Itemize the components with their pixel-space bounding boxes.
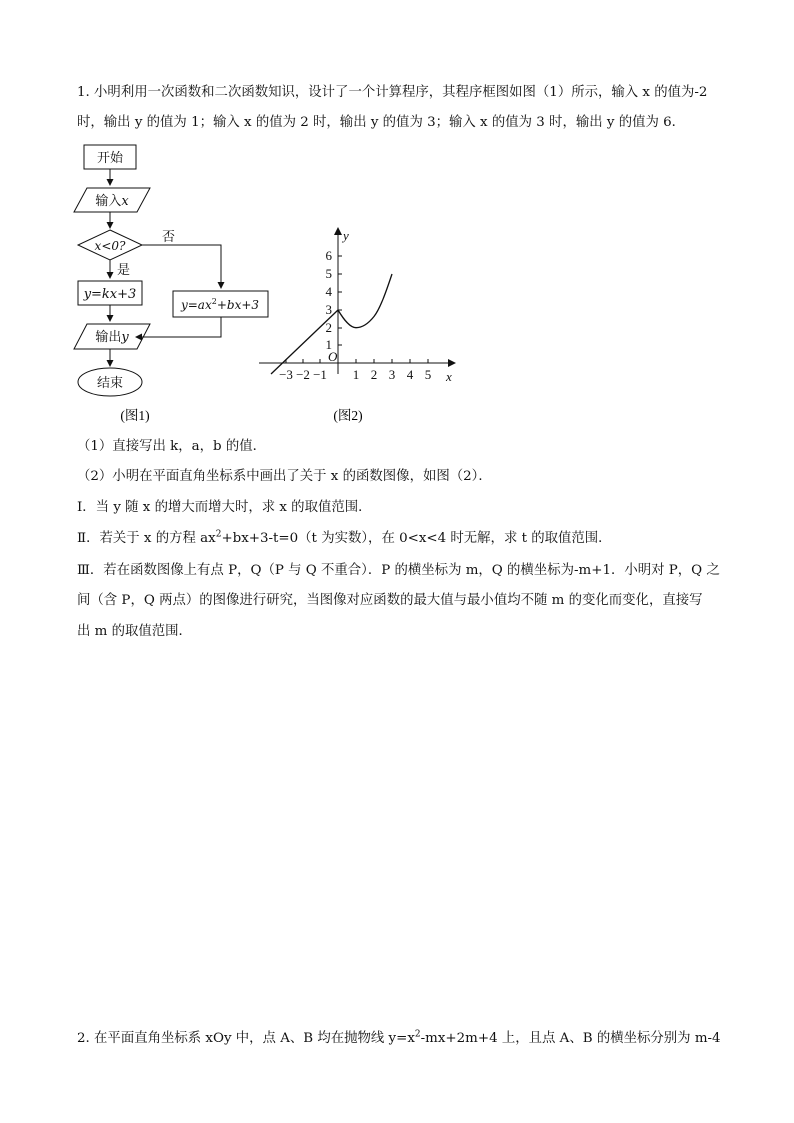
question-II-pre: Ⅱ．若关于 x 的方程 ax <box>77 531 216 546</box>
x-tick-neg2: −2 <box>296 367 310 382</box>
x-tick-3: 3 <box>388 367 396 382</box>
flow-no-label: 否 <box>162 230 176 245</box>
question-1: （1）直接写出 k，a，b 的值． <box>77 439 266 454</box>
function-graph-figure <box>255 222 470 430</box>
svg-text:输入x <box>95 193 129 209</box>
flow-input-var: x <box>121 194 129 209</box>
flow-quadratic-rest: +bx+3 <box>216 298 260 312</box>
y-axis-label: y <box>343 228 349 243</box>
problem2-line <box>77 1026 727 1052</box>
parabola-curve <box>338 274 392 328</box>
y-tick-6: 6 <box>325 248 332 263</box>
x-axis-label: x <box>446 369 452 384</box>
figure2-caption: (图2) <box>333 408 363 423</box>
flow-linear-text: y=kx+3 <box>83 287 137 302</box>
question-III-line3: 出 m 的取值范围． <box>77 624 192 639</box>
x-tick-2: 2 <box>370 367 378 382</box>
question-II-sup: 2 <box>215 529 222 540</box>
y-tick-5: 5 <box>325 266 332 281</box>
question-2: （2）小明在平面直角坐标系中画出了关于 x 的函数图像，如图（2）． <box>77 469 492 484</box>
flow-end-text: 结束 <box>96 376 124 391</box>
flow-output-var: y <box>121 330 129 345</box>
y-tick-3: 3 <box>325 302 332 317</box>
problem2-line-pre: 2. 在平面直角坐标系 xOy 中，点 A、B 均在抛物线 y=x <box>77 1031 415 1046</box>
x-tick-neg1: −1 <box>313 367 327 382</box>
figure1-caption: (图1) <box>120 408 150 423</box>
origin-label: O <box>328 349 338 364</box>
x-tick-4: 4 <box>406 367 414 382</box>
question-III-line2: 间（含 P，Q 两点）的图像进行研究，当图像对应函数的最大值与最小值均不随 m 的变化而变化，直接写 <box>77 593 703 608</box>
svg-text:y=ax2+bx+3 <box>180 297 259 312</box>
flow-quadratic-text: y=ax <box>180 298 212 312</box>
question-I: Ⅰ．当 y 随 x 的增大而增大时，求 x 的取值范围． <box>77 500 372 515</box>
flow-quadratic-sup: 2 <box>211 297 217 306</box>
x-tick-1: 1 <box>352 367 360 382</box>
problem1-intro-line1: 1. 小明利用一次函数和二次函数知识，设计了一个计算程序，其程序框图如图（1）所示，输入 x 的值为-2 <box>77 85 708 100</box>
svg-text:输出y <box>95 329 129 345</box>
x-tick-neg3: −3 <box>279 367 293 382</box>
flow-start-text: 开始 <box>96 151 124 166</box>
question-III-line1: Ⅲ．若在函数图像上有点 P，Q（P 与 Q 不重合）．P 的横坐标为 m，Q 的横坐标为-m+1．小明对 P，Q 之 <box>77 563 720 578</box>
problem1-intro-line2: 时，输出 y 的值为 1；输入 x 的值为 2 时，输出 y 的值为 3；输入 x 的值为 3 时，输出 y 的值为 6． <box>77 115 686 130</box>
y-tick-4: 4 <box>325 284 332 299</box>
problem2-line-sup: 2 <box>414 1029 421 1040</box>
question-II-post: +bx+3-t=0（t 为实数），在 0<x<4 时无解，求 t 的取值范围． <box>221 531 612 546</box>
flow-output-text: 输出 <box>95 330 122 345</box>
flow-decision-text: x<0? <box>94 239 126 253</box>
flow-input-text: 输入 <box>95 194 122 209</box>
problem2-line-post: -mx+2m+4 上，且点 A、B 的横坐标分别为 m-4 <box>420 1031 721 1046</box>
x-tick-5: 5 <box>424 367 432 382</box>
y-tick-1: 1 <box>325 337 332 352</box>
flow-yes-label: 是 <box>117 263 131 278</box>
question-II <box>77 526 727 552</box>
y-tick-2: 2 <box>325 320 332 335</box>
